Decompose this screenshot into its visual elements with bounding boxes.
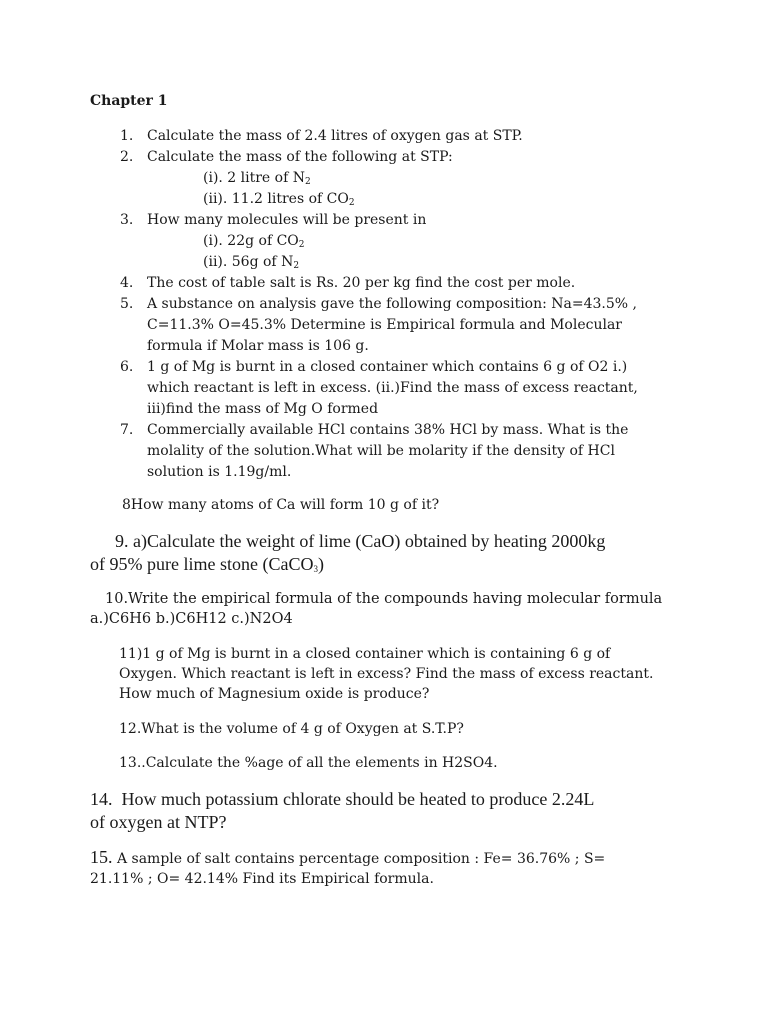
question-text: Calculate the mass of 2.4 litres of oxygen gas at STP. — [147, 128, 523, 144]
question-number: 3. — [120, 212, 134, 228]
question-6: 6. 1 g of Mg is burnt in a closed container which contains 6 g of O2 i.) which reactant is left in excess. (ii.)Find the mass of excess reactant, iii)find the mass of Mg O formed — [120, 359, 638, 417]
question-text: The cost of table salt is Rs. 20 per kg find the cost per mole. — [147, 275, 576, 291]
question-text: How many molecules will be present in — [147, 212, 427, 228]
question-2-part-i: (i). 2 litre of $N_2$ — [203, 170, 311, 187]
question-11: 11)1 g of Mg is burnt in a closed container which is containing 6 g of Oxygen. Which reactant is left in excess? Find the mass of excess reactant. How much of Magnesium oxide is produce? — [119, 646, 654, 702]
question-14: 14. How much potassium chlorate should be heated to produce 2.24L of oxygen at NTP? — [90, 789, 595, 832]
question-2-part-ii: (ii). 11.2 litres of $CO_2$ — [203, 191, 355, 208]
question-number: 4. — [120, 275, 134, 291]
question-3-part-i: (i). 22g of $CO_2$ — [203, 233, 305, 250]
chapter-heading: Chapter 1 — [90, 93, 168, 109]
question-10: 10.Write the empirical formula of the compounds having molecular formula a.)C6H6 b.)C6H12 c.)N2O4 — [90, 591, 663, 627]
question-number: 5. — [120, 296, 134, 312]
question-7: 7. Commercially available HCl contains 38% HCl by mass. What is the molality of the solution.What will be molarity if the density of HCl solution is 1.19g/ml. — [120, 422, 629, 480]
question-3 — [120, 210, 680, 231]
question-12: 12.What is the volume of 4 g of Oxygen at S.T.P? — [119, 721, 464, 737]
numbered-question-list — [120, 126, 680, 483]
question-15: 15. A sample of salt contains percentage composition : Fe= 36.76% ; S= 21.11% ; O= 42.14% Find its Empirical formula. — [90, 847, 606, 887]
question-8: 8How many atoms of Ca will form 10 g of it? — [122, 497, 440, 513]
question-9: 9. a)Calculate the weight of lime (CaO) obtained by heating 2000kg of 95% pure lime stone (CaCO$_3$) — [90, 531, 606, 574]
question-5: 5. A substance on analysis gave the following composition: Na=43.5% , C=11.3% O=45.3% Determine is Empirical formula and Molecular formula if Molar mass is 106 g. — [120, 296, 637, 354]
question-number: 7. — [120, 422, 134, 438]
question-number: 1. — [120, 128, 134, 144]
question-2 — [120, 147, 680, 168]
question-1 — [120, 126, 680, 147]
question-number: 6. — [120, 359, 134, 375]
question-3-part-ii: (ii). 56g of $N_2$ — [203, 254, 300, 271]
question-4 — [120, 273, 680, 294]
question-number: 2. — [120, 149, 134, 165]
question-13: 13..Calculate the %age of all the elements in H2SO4. — [119, 755, 498, 771]
question-text: Calculate the mass of the following at STP: — [147, 149, 453, 165]
